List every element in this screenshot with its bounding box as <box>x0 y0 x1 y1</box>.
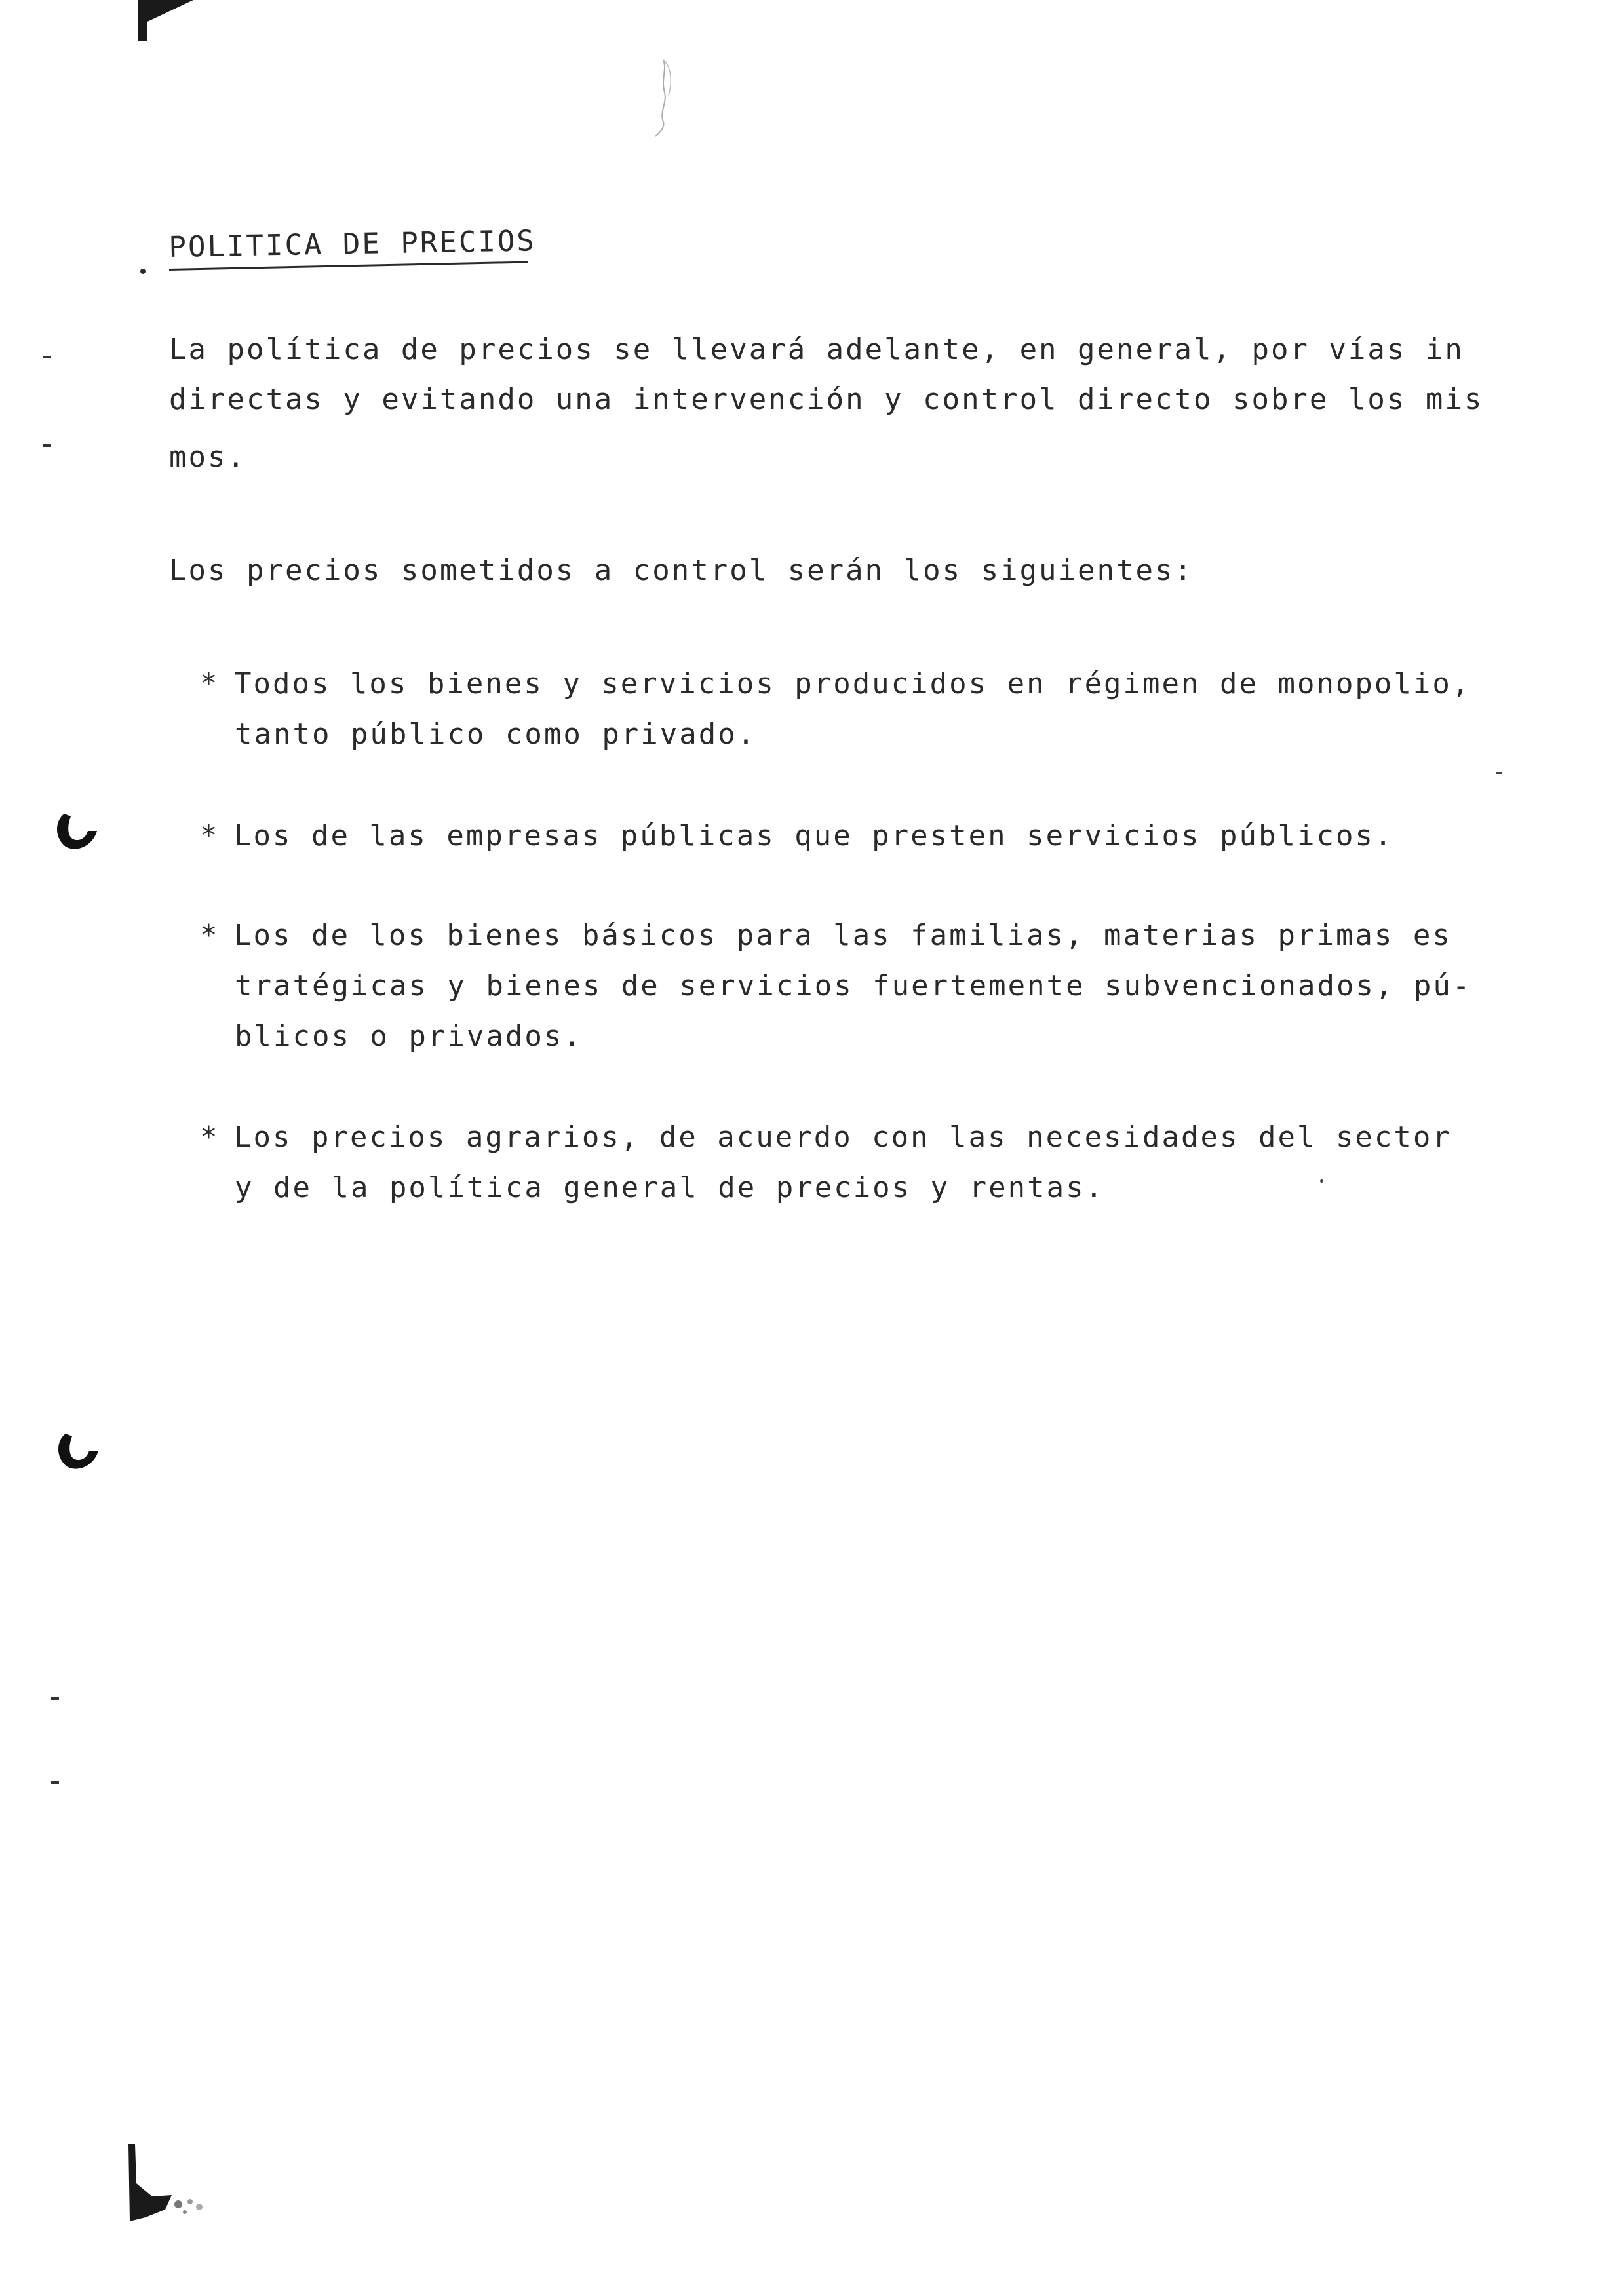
scan-corner-artifact-edge <box>138 0 147 41</box>
list-item-line: tratégicas y bienes de servicios fuertemente subvencionados, pú- <box>235 969 1472 1003</box>
list-item <box>200 819 1393 852</box>
punch-hole-icon <box>51 811 98 851</box>
scan-blot-artifact <box>126 2144 231 2229</box>
paragraph-line: La política de precios se llevará adelante, en general, por vías in <box>169 333 1464 366</box>
bullet-marker: * <box>200 667 220 700</box>
list-item-line: tanto público como privado. <box>235 718 757 751</box>
bullet-marker: * <box>200 819 220 852</box>
list-item-line: blicos o privados. <box>235 1020 583 1053</box>
bullet-marker: * <box>200 1120 220 1154</box>
list-item-line: Los de los bienes básicos para las familias, materias primas es <box>234 919 1452 952</box>
bullet-marker: * <box>200 919 220 952</box>
intro-paragraph: Los precios sometidos a control serán los siguientes: <box>169 554 1194 587</box>
scan-speck <box>1496 772 1502 774</box>
margin-mark <box>51 1697 59 1700</box>
margin-mark <box>51 1781 59 1784</box>
pencil-mark <box>644 56 683 142</box>
margin-mark <box>43 444 51 447</box>
document-title: POLITICA DE PRECIOS <box>168 224 537 264</box>
list-item <box>200 919 1452 952</box>
list-item <box>200 1120 1452 1154</box>
punch-hole-icon <box>52 1431 100 1470</box>
list-item-line: Todos los bienes y servicios producidos en régimen de monopolio, <box>234 667 1471 700</box>
title-bullet-dot <box>140 269 146 274</box>
margin-mark <box>43 356 51 358</box>
paragraph-line: mos. <box>169 440 246 474</box>
list-item <box>200 667 1471 700</box>
list-item-line: y de la política general de precios y rentas. <box>235 1171 1105 1204</box>
list-item-line: Los de las empresas públicas que presten servicios públicos. <box>234 819 1394 852</box>
paragraph-line: directas y evitando una intervención y control directo sobre los mis <box>169 383 1484 416</box>
list-item-line: Los precios agrarios, de acuerdo con las necesidades del sector <box>234 1120 1452 1154</box>
scan-speck <box>1320 1179 1323 1183</box>
